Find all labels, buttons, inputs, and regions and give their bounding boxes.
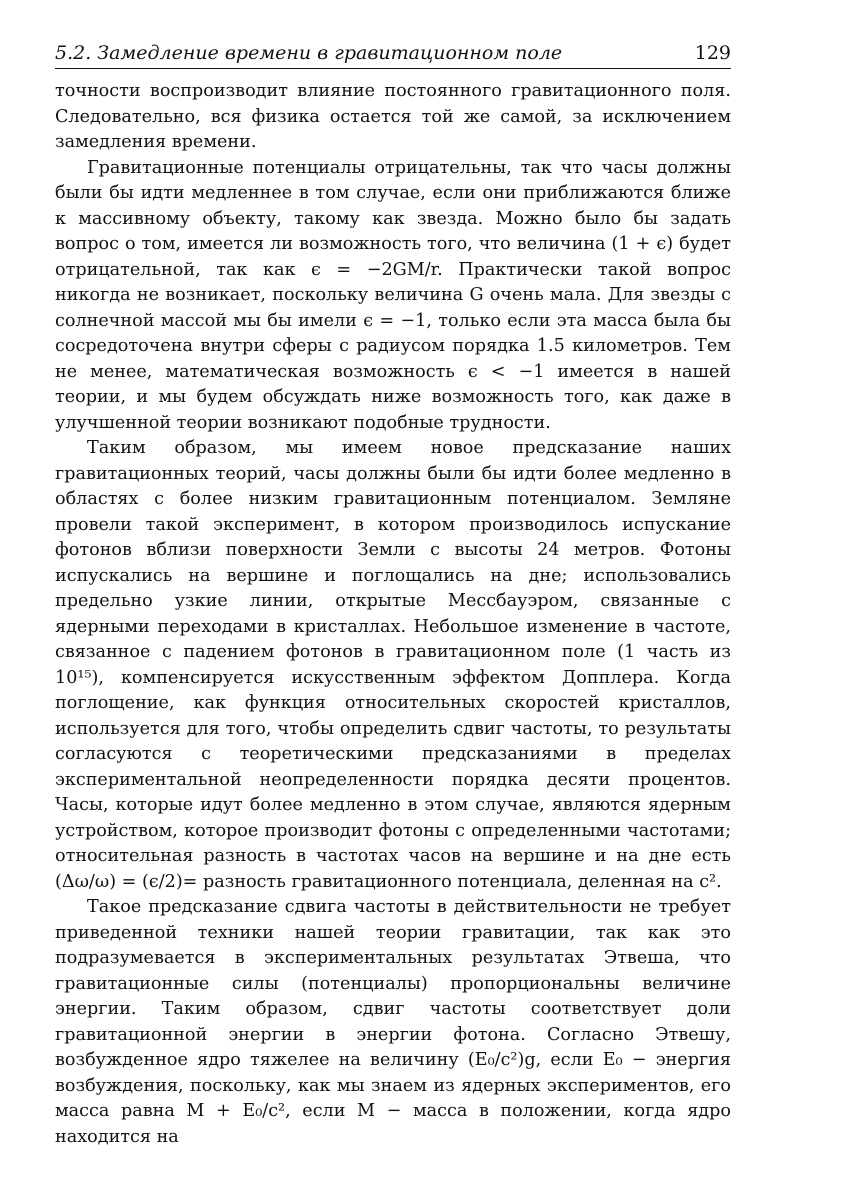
paragraph-4: Такое предсказание сдвига частоты в действительности не требует приведенной техники нашей теории гравитации, так как это подразумевается в экспериментальных результатах Этвеша, что гравитационные силы (потенциалы) пропорциональны величине энергии. Таким образом, сдвиг частоты соответствует доли гравитационной энергии в энергии фотона. Согласно Этвешу, возбужденное ядро тяжелее на величину (E₀/c²)g, если E₀ − энергия возбуждения, поскольку, как мы знаем из ядерных экспериментов, его масса равна M + E₀/c², если M − масса в положении, когда ядро находится на xyxy=(55,897,731,1147)
body-text xyxy=(55,79,731,1150)
paragraph-2: Гравитационные потенциалы отрицательны, так что часы должны были бы идти медленнее в том случае, если они приближаются ближе к массивному объекту, такому как звезда. Можно было бы задать вопрос о том, имеется ли возможность того, что величина (1 + ϵ) будет отрицательной, так как ϵ = −2GM/r. Практически такой вопрос никогда не возникает, поскольку величина G очень мала. Для звезды с солнечной массой мы бы имели ϵ = −1, только если эта масса была бы сосредоточена внутри сферы с радиусом порядка 1.5 километров. Тем не менее, математическая возможность ϵ < −1 имеется в нашей теории, и мы будем обсуждать ниже возможность того, как даже в улучшенной теории возникают подобные трудности. xyxy=(55,157,731,433)
book-page xyxy=(55,40,731,1150)
paragraph-1: точности воспроизводит влияние постоянного гравитационного поля. Следовательно, вся физика остается той же самой, за исключением замедления времени. xyxy=(55,81,731,152)
running-title: 5.2. Замедление времени в гравитационном поле xyxy=(55,42,563,64)
running-header xyxy=(55,40,731,69)
page-number: 129 xyxy=(694,42,731,64)
paragraph-3: Таким образом, мы имеем новое предсказание наших гравитационных теорий, часы должны были бы идти более медленно в областях с более низким гравитационным потенциалом. Земляне провели такой эксперимент, в котором производилось испускание фотонов вблизи поверхности Земли с высоты 24 метров. Фотоны испускались на вершине и поглощались на дне; использовались предельно узкие линии, открытые Мессбауэром, связанные с ядерными переходами в кристаллах. Небольшое изменение в частоте, связанное с падением фотонов в гравитационном поле (1 часть из 10¹⁵), компенсируется искусственным эффектом Допплера. Когда поглощение, как функция относительных скоростей кристаллов, используется для того, чтобы определить сдвиг частоты, то результаты согласуются с теоретическими предсказаниями в пределах экспериментальной неопределенности порядка десяти процентов. Часы, которые идут более медленно в этом случае, являются ядерным устройством, которое производит фотоны с определенными частотами; относительная разность в частотах часов на вершине и на дне есть (Δω/ω) = (ϵ/2)= разность гравитационного потенциала, деленная на c². xyxy=(55,438,731,892)
